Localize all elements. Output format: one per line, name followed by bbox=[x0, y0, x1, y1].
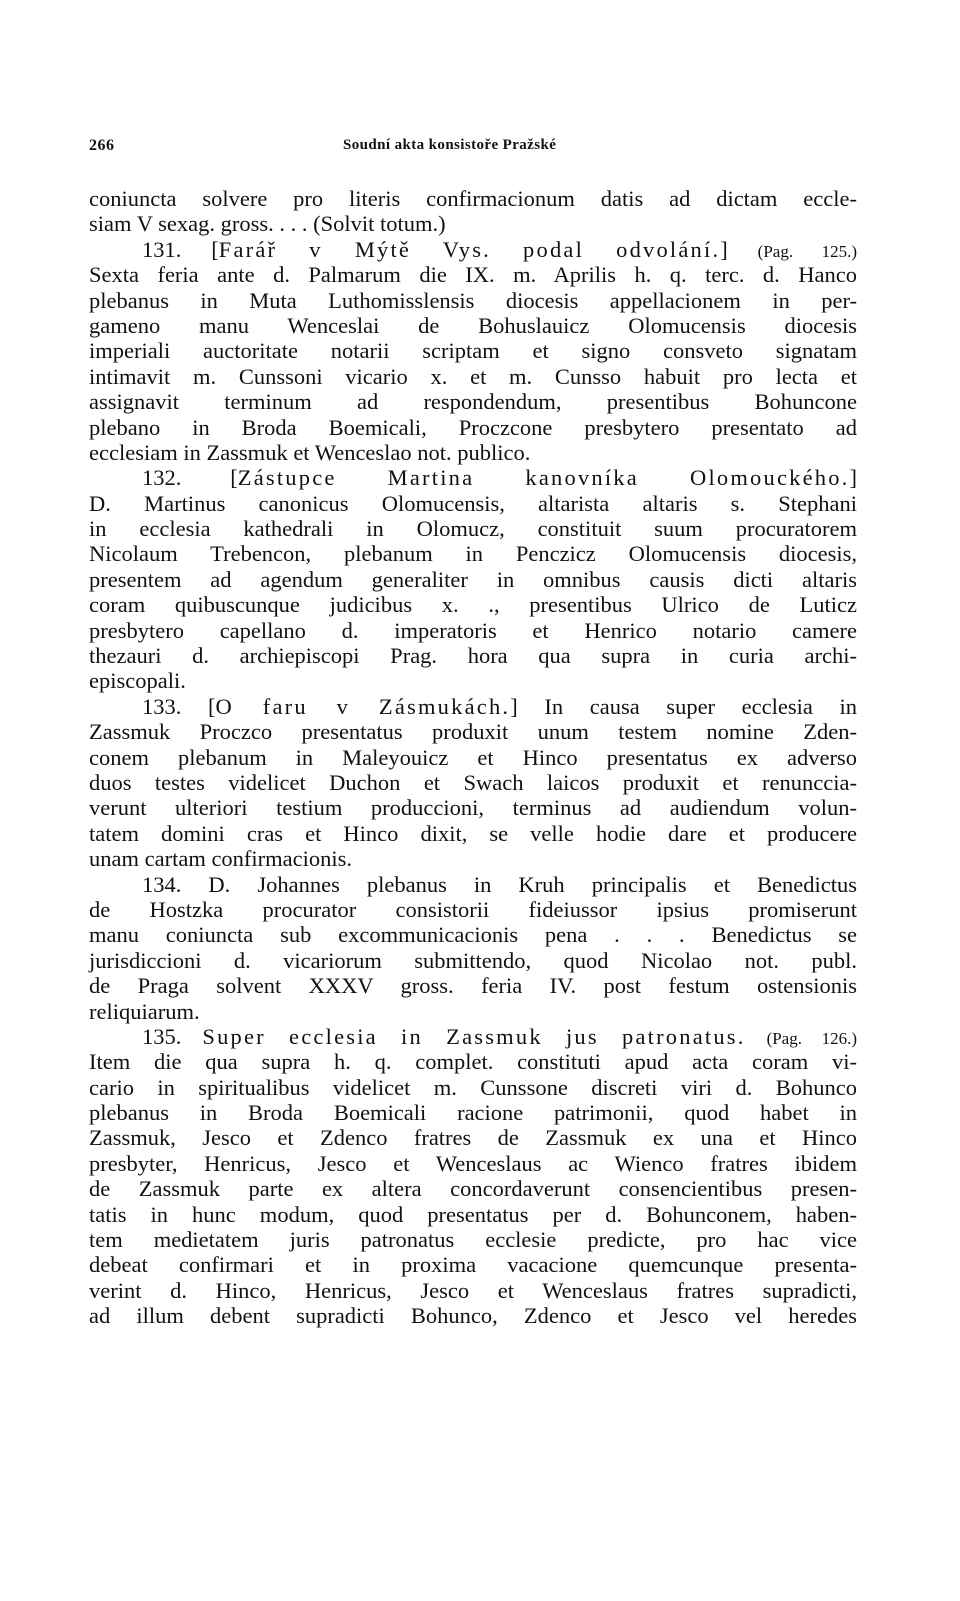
text-segment: cario in spiritualibus videlicet m. Cunssone discreti viri d. Bohunco bbox=[89, 1074, 857, 1100]
text-segment: 131. [ bbox=[142, 236, 219, 262]
text-segment: ] bbox=[720, 236, 758, 262]
text-segment: thezauri d. archiepiscopi Prag. hora qua supra in curia archi- bbox=[89, 643, 857, 669]
text-segment: 134. D. Johannes plebanus in Kruh principalis et Benedictus bbox=[142, 871, 857, 897]
page-reference: (Pag. 125.) bbox=[757, 241, 857, 261]
text-segment: imperiali auctoritate notarii scriptam et signo consveto signatam bbox=[89, 338, 857, 364]
text-line bbox=[89, 1303, 857, 1328]
text-line bbox=[89, 1278, 857, 1303]
text-segment: reliquiarum. bbox=[89, 998, 200, 1024]
text-segment: plebano in Broda Boemicali, Proczcone presbytero presentato ad bbox=[89, 414, 857, 440]
body-text bbox=[89, 186, 857, 1329]
page-reference: (Pag. 126.) bbox=[766, 1028, 857, 1048]
text-segment bbox=[746, 1024, 767, 1049]
text-segment: in ecclesia kathedrali in Olomucz, constituit suum procuratorem bbox=[89, 516, 857, 542]
text-line bbox=[89, 846, 857, 871]
text-segment: tatem domini cras et Hinco dixit, se velle hodie dare et producere bbox=[89, 820, 857, 846]
text-segment: unam cartam confirmacionis. bbox=[89, 846, 353, 872]
text-line bbox=[89, 973, 857, 998]
text-line bbox=[89, 465, 857, 490]
text-segment: tem medietatem juris patronatus ecclesie predicte, pro hac vice bbox=[89, 1227, 857, 1253]
text-line bbox=[89, 211, 857, 236]
text-line bbox=[89, 567, 857, 592]
text-segment: Zassmuk Proczco presentatus produxit unum testem nomine Zden- bbox=[89, 719, 857, 745]
text-line bbox=[89, 1227, 857, 1252]
text-segment: presbyter, Henricus, Jesco et Wenceslaus ac Wienco fratres ibidem bbox=[89, 1150, 857, 1176]
text-line bbox=[89, 1202, 857, 1227]
text-line bbox=[89, 618, 857, 643]
text-segment: intimavit m. Cunssoni vicario x. et m. Cunsso habuit pro lecta et bbox=[89, 363, 857, 389]
text-segment: 132. [ bbox=[142, 465, 238, 491]
text-line bbox=[89, 415, 857, 440]
running-head: Soudní akta konsistoře Pražské bbox=[343, 137, 557, 153]
text-line bbox=[89, 541, 857, 566]
text-segment: de Zassmuk parte ex altera concordaverunt consencientibus presen- bbox=[89, 1176, 857, 1202]
section-heading: Zástupce Martina kanovníka Olomouckého. bbox=[237, 465, 850, 491]
text-line bbox=[89, 288, 857, 313]
text-line bbox=[89, 313, 857, 338]
text-line bbox=[89, 491, 857, 516]
page-header bbox=[89, 137, 855, 159]
text-line bbox=[89, 516, 857, 541]
text-segment: 135. bbox=[142, 1023, 203, 1049]
text-segment: verint d. Hinco, Henricus, Jesco et Wenceslaus fratres supradicti, bbox=[89, 1277, 857, 1303]
text-segment: siam V sexag. gross. . . . (Solvit totum.) bbox=[89, 211, 446, 237]
text-line bbox=[89, 897, 857, 922]
text-line bbox=[89, 237, 857, 262]
text-segment: de Praga solvent XXXV gross. feria IV. post festum ostensionis bbox=[89, 973, 857, 999]
text-line bbox=[89, 1252, 857, 1277]
text-line bbox=[89, 592, 857, 617]
text-segment: ad illum debent supradicti Bohunco, Zdenco et Jesco vel heredes bbox=[89, 1303, 857, 1329]
text-segment: duos testes videlicet Duchon et Swach laicos produxit et renunccia- bbox=[89, 769, 857, 795]
section-heading: Super ecclesia in Zassmuk jus patronatus. bbox=[202, 1023, 746, 1049]
text-line bbox=[89, 694, 857, 719]
text-line bbox=[89, 338, 857, 363]
text-line bbox=[89, 643, 857, 668]
text-segment: verunt ulteriori testium produccioni, terminus ad audiendum volun- bbox=[89, 795, 857, 821]
text-line bbox=[89, 1024, 857, 1049]
text-segment: debeat confirmari et in proxima vacacione quemcunque presenta- bbox=[89, 1252, 857, 1278]
text-segment: plebanus in Muta Luthomisslensis diocesis appellacionem in per- bbox=[89, 287, 857, 313]
text-segment: episcopali. bbox=[89, 668, 186, 694]
text-segment: coram quibuscunque judicibus x. ., presentibus Ulrico de Luticz bbox=[89, 592, 857, 618]
text-line bbox=[89, 1151, 857, 1176]
section-heading: O faru v Zásmukách. bbox=[215, 693, 511, 719]
text-segment: assignavit terminum ad respondendum, presentibus Bohuncone bbox=[89, 389, 857, 415]
text-segment: jurisdiccioni d. vicariorum submittendo, quod Nicolao not. publ. bbox=[89, 947, 857, 973]
text-line bbox=[89, 922, 857, 947]
text-line bbox=[89, 1176, 857, 1201]
text-segment: Nicolaum Trebencon, plebanum in Penczicz Olomucensis diocesis, bbox=[89, 541, 857, 567]
page-number: 266 bbox=[89, 137, 115, 154]
text-line bbox=[89, 186, 857, 211]
text-segment: coniuncta solvere pro literis confirmacionum datis ad dictam eccle- bbox=[89, 186, 857, 211]
text-segment: ] bbox=[849, 465, 857, 491]
text-segment: conem plebanum in Maleyouicz et Hinco presentatus ex adverso bbox=[89, 744, 857, 770]
text-segment: de Hostzka procurator consistorii fideiussor ipsius promiserunt bbox=[89, 896, 857, 922]
text-line bbox=[89, 364, 857, 389]
text-line bbox=[89, 821, 857, 846]
text-line bbox=[89, 262, 857, 287]
text-segment: D. Martinus canonicus Olomucensis, altarista altaris s. Stephani bbox=[89, 490, 857, 516]
text-segment: presentem ad agendum generaliter in omnibus causis dicti altaris bbox=[89, 566, 857, 592]
text-segment: ecclesiam in Zassmuk et Wenceslao not. publico. bbox=[89, 439, 531, 465]
text-segment: Zassmuk, Jesco et Zdenco fratres de Zassmuk ex una et Hinco bbox=[89, 1125, 857, 1151]
text-line bbox=[89, 389, 857, 414]
text-segment: manu coniuncta sub excommunicacionis pena . . . Benedictus se bbox=[89, 922, 857, 948]
text-line bbox=[89, 1100, 857, 1125]
text-segment: plebanus in Broda Boemicali racione patrimonii, quod habet in bbox=[89, 1100, 857, 1126]
text-line bbox=[89, 440, 857, 465]
text-line bbox=[89, 745, 857, 770]
text-line bbox=[89, 719, 857, 744]
text-segment: tatis in hunc modum, quod presentatus per d. Bohunconem, haben- bbox=[89, 1201, 857, 1227]
text-segment: Sexta feria ante d. Palmarum die IX. m. Aprilis h. q. terc. d. Hanco bbox=[89, 262, 857, 288]
text-segment: presbytero capellano d. imperatoris et Henrico notario camere bbox=[89, 617, 857, 643]
text-segment: 133. [ bbox=[142, 693, 216, 719]
text-line bbox=[89, 999, 857, 1024]
text-line bbox=[89, 668, 857, 693]
text-line bbox=[89, 1075, 857, 1100]
text-segment: gameno manu Wenceslai de Bohuslauicz Olomucensis diocesis bbox=[89, 312, 857, 338]
text-line bbox=[89, 795, 857, 820]
text-segment: ] In causa super ecclesia in bbox=[510, 693, 857, 719]
text-line bbox=[89, 1125, 857, 1150]
text-segment: Item die qua supra h. q. complet. constituti apud acta coram vi- bbox=[89, 1049, 857, 1075]
section-heading: Farář v Mýtě Vys. podal odvolání. bbox=[218, 236, 721, 262]
text-line bbox=[89, 872, 857, 897]
text-line bbox=[89, 1049, 857, 1074]
text-line bbox=[89, 948, 857, 973]
text-line bbox=[89, 770, 857, 795]
